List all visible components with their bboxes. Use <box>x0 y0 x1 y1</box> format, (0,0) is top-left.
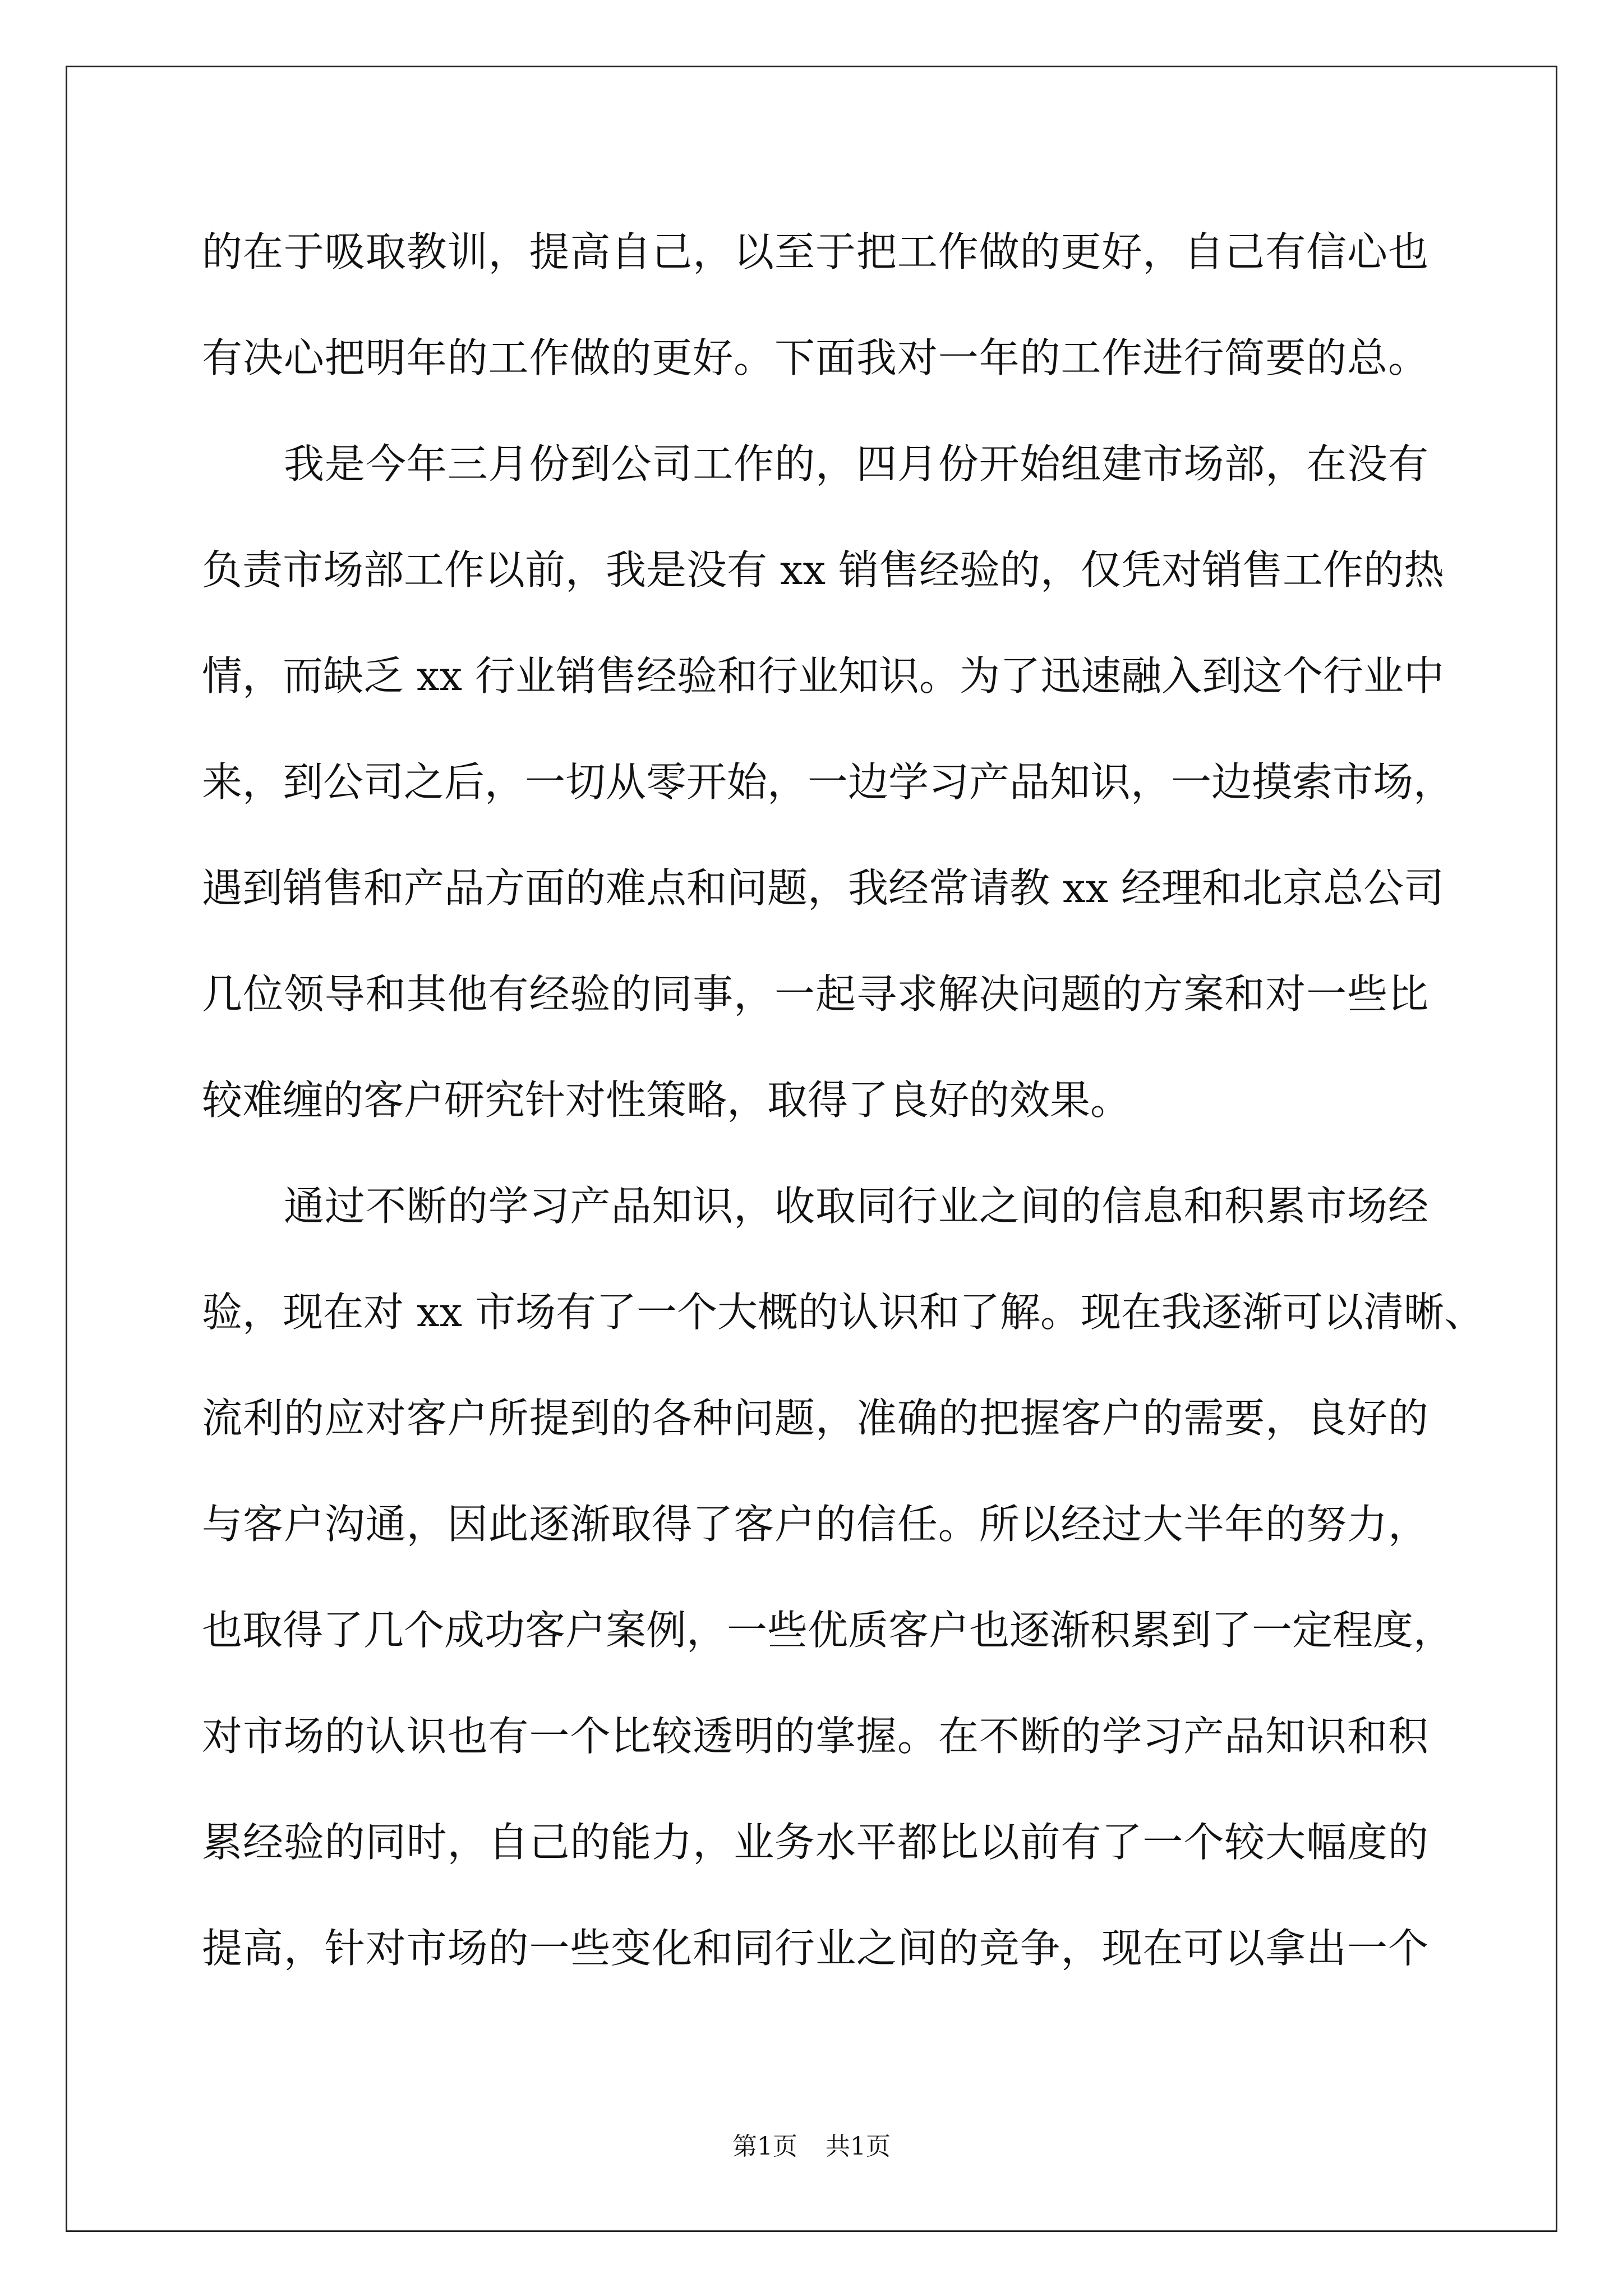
body-text <box>202 199 1484 2001</box>
body-text-line: 流利的应对客户所提到的各种问题，准确的把握客户的需要，良好的 <box>202 1395 1428 1442</box>
body-text-line: 负责市场部工作以前，我是没有 xx 销售经验的，仅凭对销售工作的热 <box>202 546 1444 593</box>
page-number: 第1页 <box>732 2132 797 2161</box>
body-text-line: 我是今年三月份到公司工作的，四月份开始组建市场部，在没有 <box>284 440 1428 487</box>
body-text-line: 较难缠的客户研究针对性策略，取得了良好的效果。 <box>202 1076 1131 1124</box>
body-text-line: 情，而缺乏 xx 行业销售经验和行业知识。为了迅速融入到这个行业中 <box>202 652 1444 700</box>
body-text-line: 来，到公司之后，一切从零开始，一边学习产品知识，一边摸索市场， <box>202 758 1454 806</box>
body-text-line: 遇到销售和产品方面的难点和问题，我经常请教 xx 经理和北京总公司 <box>202 864 1444 912</box>
body-text-line: 也取得了几个成功客户案例，一些优质客户也逐渐积累到了一定程度， <box>202 1607 1454 1654</box>
body-text-line: 验，现在对 xx 市场有了一个大概的认识和了解。现在我逐渐可以清晰、 <box>202 1289 1484 1336</box>
body-text-line: 累经验的同时，自己的能力，业务水平都比以前有了一个较大幅度的 <box>202 1819 1428 1866</box>
paragraph <box>202 199 1428 411</box>
body-text-line: 几位领导和其他有经验的同事，一起寻求解决问题的方案和对一些比 <box>202 970 1428 1018</box>
body-text-line: 提高，针对市场的一些变化和同行业之间的竞争，现在可以拿出一个 <box>202 1925 1428 1972</box>
body-text-line: 通过不断的学习产品知识，收取同行业之间的信息和积累市场经 <box>284 1182 1428 1230</box>
paragraph <box>202 411 1454 1153</box>
page-footer <box>0 2130 1623 2164</box>
body-text-line: 有决心把明年的工作做的更好。下面我对一年的工作进行简要的总。 <box>202 334 1428 381</box>
page-total: 共1页 <box>826 2132 891 2161</box>
body-text-line: 的在于吸取教训，提高自己，以至于把工作做的更好，自己有信心也 <box>202 228 1428 275</box>
body-text-line: 对市场的认识也有一个比较透明的掌握。在不断的学习产品知识和积 <box>202 1713 1428 1760</box>
paragraph <box>202 1153 1484 2001</box>
body-text-line: 与客户沟通，因此逐渐取得了客户的信任。所以经过大半年的努力， <box>202 1501 1428 1548</box>
